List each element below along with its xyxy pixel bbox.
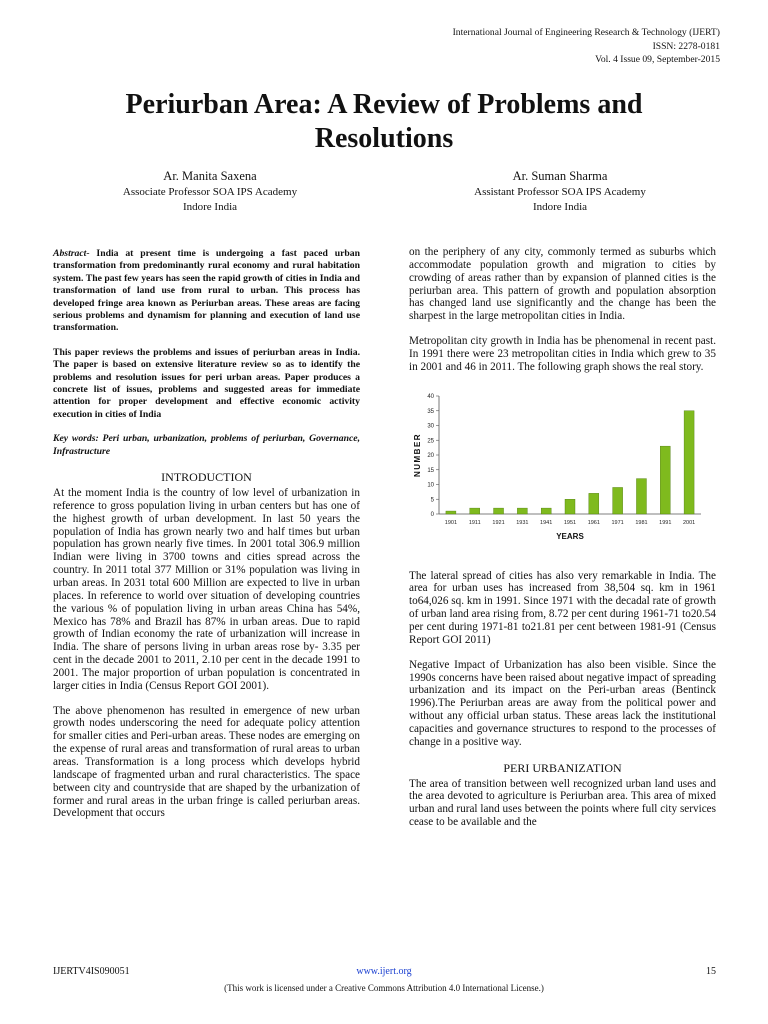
body-paragraph-4: Negative Impact of Urbanization has also been visible. Since the 1990s concerns have been raised about negative impact of spreading urbanization and its impact on the Peri-urban areas (Bentinck 1996).The Periurban areas are away from the political power and without any official urban status. These areas lack the institutional capacities and governance structures to respond to the processes of change in a positive way. bbox=[409, 658, 716, 748]
y-tick-label: 10 bbox=[427, 482, 434, 489]
body-paragraph-2: Metropolitan city growth in India has be phenomenal in recent past. In 1991 there were 23 metropolitan cities in India which grew to 35 in 2001 and 46 in 2011. The following graph shows the real story. bbox=[409, 335, 716, 373]
author-block bbox=[410, 168, 710, 215]
bar bbox=[470, 508, 480, 514]
bar-chart-svg bbox=[409, 388, 716, 548]
left-column bbox=[53, 248, 360, 832]
journal-name: International Journal of Engineering Research & Technology (IJERT) bbox=[452, 27, 720, 38]
x-tick-label: 1911 bbox=[468, 519, 481, 526]
y-tick-label: 0 bbox=[430, 511, 434, 518]
journal-link[interactable]: www.ijert.org bbox=[356, 966, 412, 977]
journal-volume: Vol. 4 Issue 09, September-2015 bbox=[595, 54, 720, 65]
license-note: (This work is licensed under a Creative Commons Attribution 4.0 International License.) bbox=[224, 983, 544, 993]
abstract bbox=[53, 248, 360, 335]
author-role: Associate Professor SOA IPS Academy bbox=[122, 186, 298, 198]
x-tick-label: 1961 bbox=[587, 519, 600, 526]
metro-cities-chart bbox=[409, 388, 716, 548]
y-tick-label: 35 bbox=[427, 408, 434, 415]
x-tick-label: 1921 bbox=[492, 519, 505, 526]
intro-paragraph-1: At the moment India is the country of low level of urbanization in reference to gross population living in urban centers but has one of the highest growth of urban development. In last 50 years the population of India has grown nearly two and half times but urban population has grown nearly five times. In 2001 total 306.9 million Indian were living in 3700 towns and cities spread across the country. In 2011 total 377 Million or 31% population was living in urban areas. In 2031 total 600 Million are expected to live in urban places. In reference to world over situation of developing countries the various % of population living in urban areas China has 54%, Mexico has 78% and Brazil has 87% in urban areas. Due to rapid growth of Indian economy the rate of urbanization will increase in India. The share of persons living in urban areas rose by- 3.35 per cent in the decade 2001 to 2011, 2.10 per cent in the decade 1991 to 2001. The major proportion of urban population is concentrated in larger cities in India (Census Report GOI 2001). bbox=[53, 487, 360, 692]
abstract-text: India at present time is undergoing a fast paced urban transformation from predominantly rural economy and rural habitation system. The past few years has seen the rapid growth of cities in India and transformation of land use from rural to urban. This process has developed fringe area known as Periurban areas. These areas are facing serious problems and dynamism for planning and execution of land use transformation. bbox=[53, 248, 360, 334]
bar bbox=[494, 508, 504, 514]
bar bbox=[613, 487, 623, 514]
author-role: Assistant Professor SOA IPS Academy bbox=[474, 186, 646, 198]
body-paragraph-1: on the periphery of any city, commonly termed as suburbs which accommodate population growth and migration to cities by crowding of areas rather than by expansion of planned cities is the periurban area. This pattern of growth and population absorption has changed land use significantly and the change has been the sharpest in the large metropolitan cities in India. bbox=[409, 246, 716, 323]
x-tick-label: 1941 bbox=[540, 519, 553, 526]
keywords: Key words: Peri urban, urbanization, problems of periurban, Governance, Infrastructure bbox=[53, 433, 360, 457]
journal-url bbox=[0, 966, 768, 977]
abstract-label: Abstract- bbox=[53, 248, 90, 259]
bar bbox=[636, 478, 646, 513]
body-paragraph-3: The lateral spread of cities has also very remarkable in India. The area for urban uses has increased from 38,504 sq. km in 1961 to64,026 sq. km in 1991. Since 1971 with the decadal rate of growth of urban land area rising from, 8.72 per cent during 1961-71 to20.54 per cent during 1971-81 to21.81 per cent between 1981-91 (Census Report GOI 2011) bbox=[409, 569, 716, 646]
page-number: 15 bbox=[706, 966, 716, 977]
author-block bbox=[60, 168, 360, 215]
x-axis-label: YEARS bbox=[556, 531, 584, 541]
y-axis-label: NUMBER bbox=[413, 432, 422, 477]
paper-title bbox=[0, 88, 768, 156]
y-tick-label: 40 bbox=[427, 393, 434, 400]
intro-paragraph-2: The above phenomenon has resulted in emergence of new urban growth nodes underscoring the need for adequate policy attention for smaller cities and Peri-urban areas. These nodes are emerging on the expense of rural areas and transformation of rural areas to urban areas. Transformation is a long process which develops hybrid landscape of fragmented urban and rural characteristics. The space between city and countryside that are shaped by the urbanization of former and rural areas in the urban fringe is called periurban areas. Development that occurs bbox=[53, 704, 360, 820]
x-tick-label: 1981 bbox=[635, 519, 648, 526]
author-place: Indore India bbox=[182, 201, 238, 213]
summary-paragraph: This paper reviews the problems and issues of periurban areas in India. The paper is based on extensive literature review so as to identify the problems and resolution issues for peri urban areas. Paper produces a concrete list of issues, problems and suggested areas for immediate attention for proper development and effective economic activity execution in cities of India bbox=[53, 346, 360, 420]
author-name: Ar. Suman Sharma bbox=[512, 169, 608, 183]
bar bbox=[517, 508, 527, 514]
bar bbox=[684, 410, 694, 513]
author-name: Ar. Manita Saxena bbox=[163, 169, 257, 183]
x-tick-label: 1971 bbox=[611, 519, 624, 526]
peri-urbanization-heading: PERI URBANIZATION bbox=[503, 760, 622, 775]
y-tick-label: 20 bbox=[427, 452, 434, 459]
journal-issn: ISSN: 2278-0181 bbox=[652, 40, 720, 52]
y-tick-label: 30 bbox=[427, 423, 434, 430]
paper-id: IJERTV4IS090051 bbox=[53, 966, 130, 977]
x-tick-label: 1901 bbox=[444, 519, 458, 526]
body-paragraph-5: The area of transition between well recognized urban land uses and the area devoted to agriculture is Periurban area. This area of mixed urban and rural land uses between the points where full city services cease to be available and the bbox=[409, 777, 716, 829]
introduction-heading: INTRODUCTION bbox=[161, 470, 252, 485]
bar bbox=[541, 508, 551, 514]
bar bbox=[589, 493, 599, 514]
right-column bbox=[409, 246, 716, 841]
x-tick-label: 1991 bbox=[659, 519, 672, 526]
y-tick-label: 5 bbox=[430, 496, 434, 503]
bar bbox=[660, 446, 670, 514]
paper-title-line2: Resolutions bbox=[314, 123, 454, 154]
author-place: Indore India bbox=[532, 201, 588, 213]
bar bbox=[446, 511, 456, 514]
y-tick-label: 25 bbox=[427, 437, 434, 444]
paper-title-line1: Periurban Area: A Review of Problems and bbox=[125, 89, 643, 120]
bar bbox=[565, 499, 575, 514]
journal-header bbox=[300, 26, 720, 67]
x-tick-label: 1931 bbox=[516, 519, 529, 526]
x-tick-label: 2001 bbox=[682, 519, 696, 526]
y-tick-label: 15 bbox=[427, 467, 434, 474]
x-tick-label: 1951 bbox=[563, 519, 577, 526]
